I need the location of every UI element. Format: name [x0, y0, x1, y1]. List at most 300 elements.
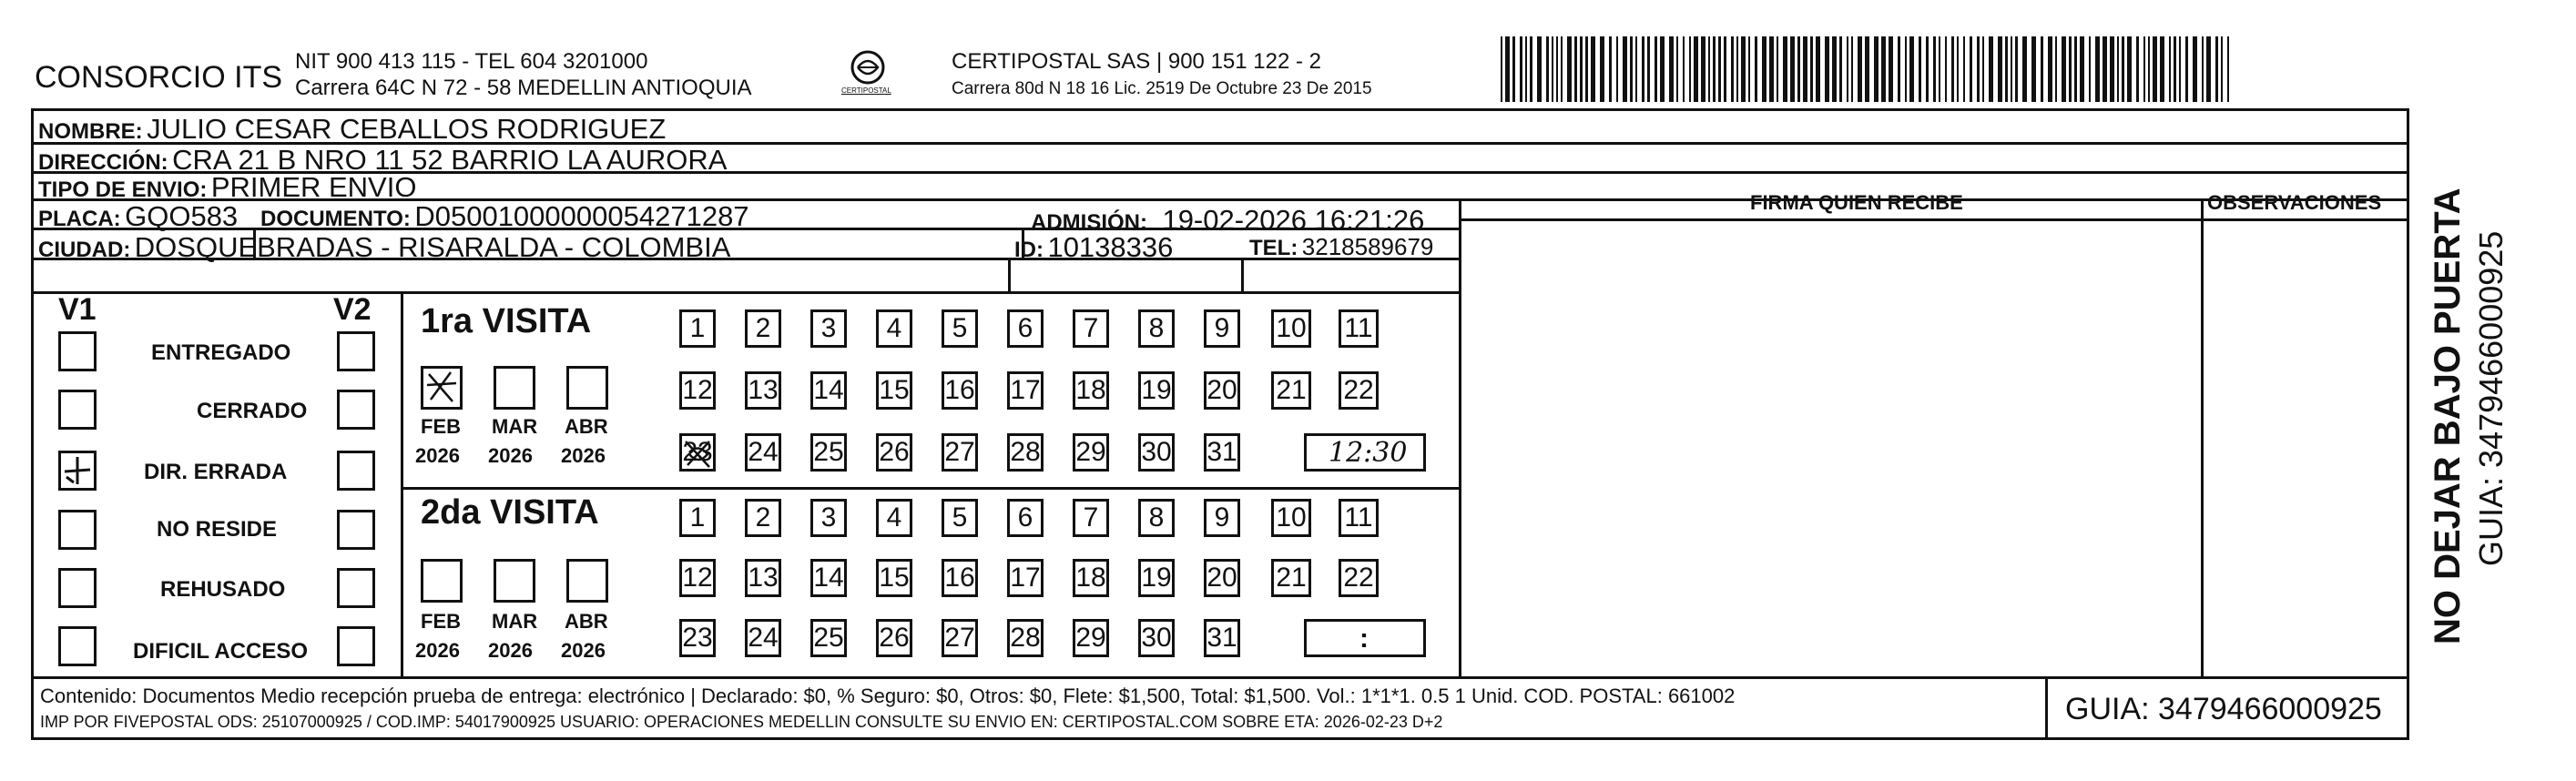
- first-visit-day-label: 14: [813, 375, 844, 405]
- barcode-bar: [1989, 36, 1993, 102]
- first-visit-day-8[interactable]: [1138, 309, 1175, 348]
- tipo-value: PRIMER ENVIO: [210, 171, 417, 203]
- second-month-feb: FEB: [421, 610, 461, 633]
- company-nit-tel: NIT 900 413 115 - TEL 604 3201000: [295, 49, 648, 74]
- first-visit-day-label: 4: [886, 313, 902, 343]
- v2-checkbox-cerrado[interactable]: [337, 390, 375, 430]
- second-visit-time: :: [1359, 624, 1369, 654]
- second-visit-day-label: 26: [879, 623, 910, 653]
- barcode-bar: [2174, 36, 2176, 102]
- second-visit-day-13[interactable]: [745, 559, 781, 597]
- barcode-bar: [1939, 36, 1940, 102]
- second-visit-day-12[interactable]: [679, 559, 716, 597]
- first-visit-day-31[interactable]: [1204, 433, 1240, 472]
- barcode-bar: [1585, 36, 1588, 102]
- barcode-bar: [2160, 36, 2164, 102]
- second-month-abr: ABR: [565, 610, 608, 633]
- barcode-bar: [1748, 36, 1750, 102]
- barcode-bar: [1926, 36, 1929, 102]
- barcode-bar: [2122, 36, 2124, 102]
- barcode-bar: [1694, 36, 1698, 102]
- barcode-bar: [1530, 36, 1532, 102]
- first-visit-day-29[interactable]: [1073, 433, 1109, 472]
- second-visit-day-26[interactable]: [876, 619, 912, 657]
- barcode-bar: [2215, 36, 2218, 102]
- barcode-bar: [1851, 36, 1853, 102]
- barcode-bar: [2110, 36, 2114, 102]
- first-visit-day-20[interactable]: [1204, 371, 1240, 410]
- second-visit-day-label: 20: [1207, 563, 1237, 593]
- barcode-bar: [1865, 36, 1869, 102]
- handwritten-check-mark: [61, 453, 94, 488]
- second-visit-day-label: 13: [748, 563, 779, 593]
- first-visit-day-label: 25: [813, 437, 844, 467]
- barcode-bar: [1591, 36, 1595, 102]
- second-visit-day-16[interactable]: [942, 559, 978, 597]
- second-visit-day-label: 10: [1276, 502, 1307, 532]
- barcode-bar: [1777, 36, 1778, 102]
- first-visit-day-27[interactable]: [942, 433, 978, 472]
- second-visit-day-15[interactable]: [876, 559, 912, 597]
- second-visit-day-9[interactable]: [1204, 499, 1240, 537]
- ciudad-row: [38, 233, 730, 261]
- first-visit-day-5[interactable]: [942, 309, 978, 348]
- second-visit-day-label: 22: [1343, 563, 1374, 593]
- second-visit-day-18[interactable]: [1073, 559, 1109, 597]
- barcode-bar: [2055, 36, 2057, 102]
- second-visit-day-label: 12: [682, 563, 713, 593]
- second-visit-day-24[interactable]: [745, 619, 781, 657]
- first-visit-day-label: 18: [1075, 375, 1106, 405]
- first-visit-day-13[interactable]: [745, 371, 781, 410]
- barcode-bar: [1847, 36, 1848, 102]
- second-visit-day-label: 11: [1344, 502, 1373, 532]
- second-visit-day-19[interactable]: [1138, 559, 1175, 597]
- first-visit-day-label: 19: [1141, 375, 1172, 405]
- second-visit-day-5[interactable]: [942, 499, 978, 537]
- first-visit-day-label: 10: [1276, 313, 1307, 343]
- barcode-bar: [1501, 36, 1502, 102]
- barcode-bar: [1839, 36, 1842, 102]
- first-visit-day-3[interactable]: [810, 309, 847, 348]
- first-year-feb: 2026: [415, 444, 460, 467]
- direccion-value: CRA 21 B NRO 11 52 BARRIO LA AURORA: [172, 144, 728, 176]
- barcode-bar: [1609, 36, 1612, 102]
- first-month-abr: ABR: [565, 415, 608, 438]
- barcode-bar: [1556, 36, 1558, 102]
- license-line: Carrera 80d N 18 16 Lic. 2519 De Octubre 23 De 2015: [952, 79, 1372, 98]
- barcode-bar: [1874, 36, 1879, 102]
- first-visit-day-label: 1: [689, 313, 706, 343]
- second-visit-day-10[interactable]: [1271, 499, 1311, 537]
- nombre-label: NOMBRE:: [38, 119, 143, 144]
- second-visit-feb-checkbox[interactable]: [421, 559, 463, 603]
- placa-row: [38, 202, 238, 230]
- first-visit-day-24[interactable]: [745, 433, 781, 472]
- barcode-bar: [1660, 36, 1665, 102]
- status-label-entregado: ENTREGADO: [151, 340, 291, 365]
- second-visit-day-27[interactable]: [942, 619, 978, 657]
- first-visit-day-label: 8: [1148, 313, 1165, 343]
- id-row: [1014, 233, 1173, 261]
- barcode-bar: [2143, 36, 2145, 102]
- barcode-bar: [1769, 36, 1774, 102]
- first-visit-day-7[interactable]: [1073, 309, 1109, 348]
- second-visit-day-label: 6: [1017, 502, 1033, 532]
- status-label-dir-errada: DIR. ERRADA: [144, 460, 288, 484]
- barcode-bar: [2169, 36, 2171, 102]
- barcode-bar: [1905, 36, 1907, 102]
- documento-row: [260, 202, 749, 230]
- barcode-bar: [2179, 36, 2181, 102]
- side-guia: GUIA: 3479466000925: [2472, 230, 2510, 566]
- barcode-bar: [2202, 36, 2204, 102]
- barcode-bar: [1957, 36, 1959, 102]
- company-name: CONSORCIO ITS: [35, 60, 283, 95]
- second-visit-day-label: 28: [1010, 623, 1041, 653]
- v2-checkbox-rehusado[interactable]: [337, 568, 375, 608]
- handwritten-scribble-mark: [682, 436, 715, 471]
- second-visit-day-label: 9: [1214, 502, 1230, 532]
- barcode-bar: [1998, 36, 2002, 102]
- barcode-bar: [1676, 36, 1678, 102]
- second-visit-day-21[interactable]: [1271, 559, 1311, 597]
- first-visit-day-label: 16: [944, 375, 975, 405]
- status-label-no-reside: NO RESIDE: [157, 517, 278, 542]
- second-visit-day-label: 18: [1075, 563, 1106, 593]
- barcode-bar: [1881, 36, 1886, 102]
- barcode-bar: [1762, 36, 1767, 102]
- second-visit-day-label: 29: [1075, 623, 1106, 653]
- status-label-dificil-acceso: DIFICIL ACCESO: [133, 639, 309, 664]
- barcode-bar: [1810, 36, 1813, 102]
- first-visit-day-label: 24: [748, 437, 779, 467]
- second-visit-abr-checkbox[interactable]: [566, 559, 608, 603]
- first-visit-day-25[interactable]: [810, 433, 847, 472]
- second-visit-title: 2da VISITA: [421, 493, 599, 532]
- first-visit-day-2[interactable]: [745, 309, 781, 348]
- barcode-bar: [1977, 36, 1980, 102]
- second-visit-mar-checkbox[interactable]: [494, 559, 535, 603]
- first-visit-day-15[interactable]: [876, 371, 912, 410]
- first-visit-day-10[interactable]: [1271, 309, 1311, 348]
- second-visit-day-3[interactable]: [810, 499, 847, 537]
- tel-value: 3218589679: [1301, 233, 1434, 260]
- status-label-cerrado: CERRADO: [197, 399, 308, 423]
- barcode-bar: [1561, 36, 1563, 102]
- barcode-bar: [1919, 36, 1921, 102]
- second-visit-day-label: 25: [813, 623, 844, 653]
- v1-checkbox-no-reside[interactable]: [58, 510, 97, 550]
- barcode-bar: [1724, 36, 1726, 102]
- barcode-bar: [1832, 36, 1837, 102]
- second-visit-day-20[interactable]: [1204, 559, 1240, 597]
- first-visit-day-label: 2: [755, 313, 771, 343]
- barcode-bar: [1970, 36, 1972, 102]
- barcode-bar: [2117, 36, 2119, 102]
- second-visit-day-label: 19: [1141, 563, 1172, 593]
- barcode-bar: [2127, 36, 2132, 102]
- first-visit-title: 1ra VISITA: [421, 302, 592, 340]
- second-visit-day-label: 30: [1141, 623, 1172, 653]
- barcode-bar: [1520, 36, 1522, 102]
- admision-label: ADMISIÓN:: [1031, 210, 1147, 235]
- first-visit-day-label: 26: [879, 437, 910, 467]
- barcode-bar: [2062, 36, 2066, 102]
- second-visit-day-23[interactable]: [679, 619, 716, 657]
- v1-checkbox-entregado[interactable]: [58, 331, 97, 371]
- ciudad-label: CIUDAD:: [38, 238, 131, 262]
- barcode-bar: [1552, 36, 1553, 102]
- second-visit-day-label: 23: [682, 623, 713, 653]
- second-visit-day-label: 5: [952, 502, 968, 532]
- company-address: Carrera 64C N 72 - 58 MEDELLIN ANTIOQUIA: [295, 76, 752, 100]
- second-visit-day-label: 8: [1148, 502, 1165, 532]
- first-visit-day-16[interactable]: [942, 371, 978, 410]
- barcode-bar: [2080, 36, 2084, 102]
- barcode-bar: [1718, 36, 1721, 102]
- barcode-bar: [1963, 36, 1965, 102]
- first-visit-day-11[interactable]: [1339, 309, 1379, 348]
- first-visit-day-23[interactable]: [679, 433, 716, 472]
- barcode-bar: [1701, 36, 1705, 102]
- barcode-bar: [2022, 36, 2027, 102]
- second-visit-day-14[interactable]: [810, 559, 847, 597]
- second-visit-day-17[interactable]: [1007, 559, 1044, 597]
- first-visit-day-30[interactable]: [1138, 433, 1175, 472]
- first-visit-day-label: 28: [1010, 437, 1041, 467]
- v1-checkbox-dir-errada[interactable]: [58, 451, 97, 491]
- barcode-bar: [2069, 36, 2072, 102]
- first-visit-day-1[interactable]: [679, 309, 716, 348]
- barcode-bar: [1825, 36, 1829, 102]
- first-visit-feb-checkbox[interactable]: [421, 366, 463, 410]
- barcode-bar: [1783, 36, 1787, 102]
- second-visit-day-6[interactable]: [1007, 499, 1044, 537]
- barcode-bar: [1708, 36, 1710, 102]
- tel-row: [1249, 235, 1433, 259]
- first-visit-day-label: 30: [1141, 437, 1172, 467]
- second-visit-day-label: 3: [820, 502, 837, 532]
- certipostal-logo: [836, 47, 900, 102]
- second-year-abr: 2026: [561, 639, 606, 662]
- side-no-dejar: NO DEJAR BAJO PUERTA: [2428, 188, 2468, 644]
- first-visit-day-label: 20: [1207, 375, 1237, 405]
- v2-checkbox-no-reside[interactable]: [337, 510, 375, 550]
- barcode-bar: [2089, 36, 2091, 102]
- barcode-bar: [2095, 36, 2100, 102]
- barcode-bar: [1951, 36, 1954, 102]
- first-visit-time: 12:30: [1329, 437, 1408, 469]
- second-year-feb: 2026: [415, 639, 460, 662]
- second-month-mar: MAR: [492, 610, 538, 633]
- barcode-bar: [1512, 36, 1515, 102]
- v2-checkbox-entregado[interactable]: [337, 331, 375, 371]
- first-visit-day-label: 29: [1075, 437, 1106, 467]
- v2-checkbox-dir-errada[interactable]: [337, 451, 375, 491]
- barcode-bar: [2031, 36, 2036, 102]
- barcode-bar: [2015, 36, 2018, 102]
- first-visit-day-label: 22: [1343, 375, 1374, 405]
- second-visit-day-label: 17: [1010, 563, 1041, 593]
- barcode-bar: [1580, 36, 1583, 102]
- ciudad-value: DOSQUEBRADAS - RISARALDA - COLOMBIA: [134, 231, 731, 263]
- barcode-bar: [2011, 36, 2012, 102]
- id-value: 10138336: [1047, 231, 1174, 263]
- barcode-bar: [1982, 36, 1984, 102]
- barcode: [1501, 36, 2229, 102]
- v1-label: V1: [58, 292, 97, 327]
- second-visit-day-22[interactable]: [1339, 559, 1379, 597]
- barcode-bar: [1635, 36, 1637, 102]
- barcode-bar: [2005, 36, 2008, 102]
- barcode-bar: [1797, 36, 1800, 102]
- barcode-bar: [1858, 36, 1862, 102]
- footer-guia: GUIA: 3479466000925: [2065, 692, 2382, 726]
- barcode-bar: [1574, 36, 1577, 102]
- barcode-bar: [1525, 36, 1527, 102]
- second-visit-day-11[interactable]: [1339, 499, 1379, 537]
- barcode-bar: [1731, 36, 1734, 102]
- first-visit-day-14[interactable]: [810, 371, 847, 410]
- second-visit-day-label: 15: [879, 563, 910, 593]
- second-visit-day-label: 24: [748, 623, 779, 653]
- second-year-mar: 2026: [488, 639, 533, 662]
- barcode-bar: [1642, 36, 1644, 102]
- first-visit-day-4[interactable]: [876, 309, 912, 348]
- first-visit-abr-checkbox[interactable]: [566, 366, 608, 410]
- barcode-bar: [2206, 36, 2211, 102]
- direccion-row: [38, 146, 727, 174]
- footer-contenido: Contenido: Documentos Medio recepción prueba de entrega: electrónico | Declarado: $0, % Seguro: $0, Otros: $0, Flete: $1,500, Total: $1,500. Vol.: 1*1*1. 0.5 1 Unid. COD. POSTAL: 661002: [40, 685, 1736, 707]
- first-visit-day-label: 27: [944, 437, 975, 467]
- second-visit-day-25[interactable]: [810, 619, 847, 657]
- first-month-feb: FEB: [421, 415, 461, 438]
- second-visit-day-29[interactable]: [1073, 619, 1109, 657]
- first-visit-day-17[interactable]: [1007, 371, 1044, 410]
- v1-checkbox-rehusado[interactable]: [58, 568, 97, 608]
- first-visit-day-label: 9: [1214, 313, 1230, 343]
- barcode-bar: [1689, 36, 1691, 102]
- barcode-bar: [2103, 36, 2107, 102]
- second-visit-day-2[interactable]: [745, 499, 781, 537]
- barcode-bar: [1945, 36, 1947, 102]
- second-visit-day-30[interactable]: [1138, 619, 1175, 657]
- first-visit-mar-checkbox[interactable]: [494, 366, 535, 410]
- second-visit-day-label: 21: [1276, 563, 1307, 593]
- barcode-bar: [2227, 36, 2229, 102]
- first-visit-day-6[interactable]: [1007, 309, 1044, 348]
- barcode-bar: [1669, 36, 1674, 102]
- second-visit-time-box[interactable]: [1304, 619, 1426, 657]
- second-visit-day-label: 27: [944, 623, 975, 653]
- first-year-mar: 2026: [488, 444, 533, 467]
- second-visit-day-28[interactable]: [1007, 619, 1044, 657]
- first-visit-day-21[interactable]: [1271, 371, 1311, 410]
- first-month-mar: MAR: [492, 415, 538, 438]
- first-visit-day-18[interactable]: [1073, 371, 1109, 410]
- barcode-bar: [2221, 36, 2223, 102]
- second-visit-day-label: 4: [886, 502, 902, 532]
- first-visit-day-label: 6: [1017, 313, 1033, 343]
- barcode-bar: [1616, 36, 1618, 102]
- first-visit-day-label: 3: [820, 313, 837, 343]
- barcode-bar: [1546, 36, 1549, 102]
- barcode-bar: [1630, 36, 1633, 102]
- admision-row: [1031, 206, 1424, 234]
- v1-checkbox-cerrado[interactable]: [58, 390, 97, 430]
- barcode-bar: [2193, 36, 2197, 102]
- barcode-bar: [2185, 36, 2188, 102]
- barcode-bar: [1898, 36, 1900, 102]
- first-visit-day-9[interactable]: [1204, 309, 1240, 348]
- first-visit-day-label: 5: [952, 313, 968, 343]
- second-visit-day-31[interactable]: [1204, 619, 1240, 657]
- status-label-rehusado: REHUSADO: [160, 577, 286, 602]
- admision-value: 19-02-2026 16:21:26: [1162, 204, 1425, 236]
- documento-label: DOCUMENTO:: [260, 207, 411, 231]
- barcode-bar: [1803, 36, 1807, 102]
- second-visit-day-label: 16: [944, 563, 975, 593]
- first-visit-day-19[interactable]: [1138, 371, 1175, 410]
- second-visit-day-7[interactable]: [1073, 499, 1109, 537]
- certipostal-line: CERTIPOSTAL SAS | 900 151 122 - 2: [952, 49, 1321, 74]
- tipo-row: [38, 173, 416, 201]
- nombre-value: JULIO CESAR CEBALLOS RODRIGUEZ: [147, 113, 667, 145]
- first-visit-day-label: 31: [1207, 437, 1237, 467]
- barcode-bar: [1647, 36, 1650, 102]
- first-visit-day-22[interactable]: [1339, 371, 1379, 410]
- second-visit-day-label: 31: [1207, 623, 1237, 653]
- second-visit-day-8[interactable]: [1138, 499, 1175, 537]
- first-visit-day-label: 12: [682, 375, 713, 405]
- tel-label: TEL:: [1249, 236, 1298, 260]
- first-visit-day-label: 21: [1276, 375, 1307, 405]
- second-visit-day-1[interactable]: [679, 499, 716, 537]
- second-visit-day-label: 1: [689, 502, 706, 532]
- direccion-label: DIRECCIÓN:: [38, 150, 168, 175]
- documento-value: D05001000000054271287: [414, 200, 749, 232]
- barcode-bar: [1816, 36, 1820, 102]
- barcode-bar: [1655, 36, 1657, 102]
- second-visit-day-4[interactable]: [876, 499, 912, 537]
- barcode-bar: [1567, 36, 1572, 102]
- barcode-bar: [1600, 36, 1604, 102]
- first-year-abr: 2026: [561, 444, 606, 467]
- footer-imp: IMP POR FIVEPOSTAL ODS: 25107000925 / COD.IMP: 54017900925 USUARIO: OPERACIONES MEDELLIN CONSULTE SU ENVIO EN: CERTIPOSTAL.COM SOBRE ETA: 2026-02-23 D+2: [40, 713, 1443, 731]
- first-visit-day-label: 17: [1010, 375, 1041, 405]
- barcode-bar: [2048, 36, 2052, 102]
- barcode-bar: [2041, 36, 2043, 102]
- barcode-bar: [2153, 36, 2157, 102]
- barcode-bar: [1736, 36, 1738, 102]
- placa-value: GQO583: [125, 200, 239, 232]
- first-visit-day-26[interactable]: [876, 433, 912, 472]
- first-visit-day-label: 11: [1344, 313, 1373, 343]
- barcode-bar: [1623, 36, 1627, 102]
- v2-checkbox-dificil-acceso[interactable]: [337, 626, 375, 666]
- first-visit-day-12[interactable]: [679, 371, 716, 410]
- first-visit-day-label: 7: [1083, 313, 1099, 343]
- second-visit-day-label: 7: [1083, 502, 1099, 532]
- first-visit-day-label: 23: [682, 437, 713, 467]
- barcode-bar: [2148, 36, 2150, 102]
- first-visit-day-28[interactable]: [1007, 433, 1044, 472]
- barcode-bar: [2074, 36, 2077, 102]
- barcode-bar: [1505, 36, 1510, 102]
- v1-checkbox-dificil-acceso[interactable]: [58, 626, 97, 666]
- first-visit-time-box[interactable]: [1304, 433, 1426, 472]
